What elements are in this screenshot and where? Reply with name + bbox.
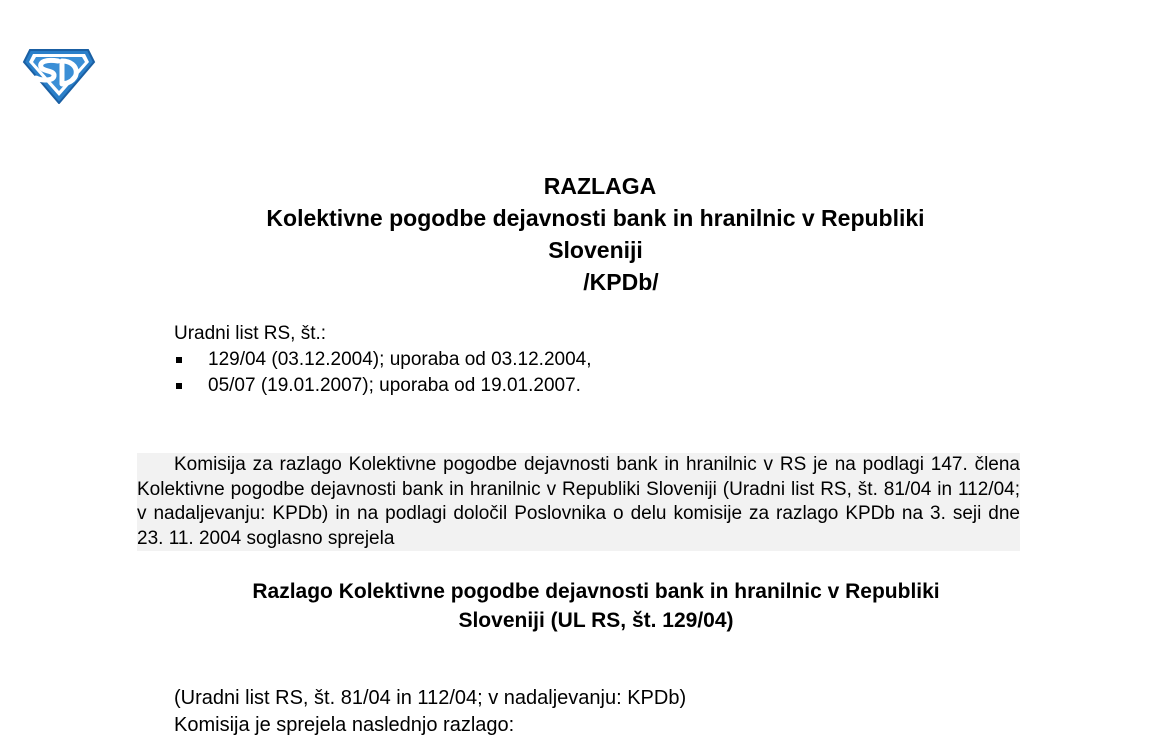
list-item — [174, 373, 592, 399]
square-bullet-icon — [176, 383, 182, 389]
gazette-label: Uradni list RS, št.: — [174, 323, 327, 344]
title-heading: RAZLAGA — [543, 173, 657, 199]
document-title — [150, 170, 1050, 298]
subtitle-line-1: Razlago Kolektivne pogodbe dejavnosti bank in hranilnic v Republiki — [252, 580, 940, 603]
body-text — [174, 685, 686, 739]
square-bullet-icon — [176, 357, 182, 363]
gazette-list — [174, 347, 592, 399]
subtitle-line-2: Sloveniji (UL RS, št. 129/04) — [458, 609, 734, 632]
intro-paragraph: Komisija za razlago Kolektivne pogodbe dejavnosti bank in hranilnic v RS je na podlagi 147. člena Kolektivne pogodbe dejavnosti bank in hranilnic v Republiki Sloveniji (Uradni list RS, št. 81/04 in 112/04; v nadaljevanju: KPDb) in na podlagi določil Poslovnika o delu komisije za razlago KPDb na 3. seji dne 23. 11. 2004 soglasno sprejela — [137, 453, 1020, 551]
list-item — [174, 347, 592, 373]
body-line-1: (Uradni list RS, št. 81/04 in 112/04; v nadaljevanju: KPDb) — [174, 687, 687, 709]
section-subtitle — [150, 577, 1042, 635]
gazette-item-text: 129/04 (03.12.2004); uporaba od 03.12.2004, — [208, 349, 592, 370]
gazette-item-text: 05/07 (19.01.2007); uporaba od 19.01.2007. — [208, 375, 581, 396]
title-line-2: Kolektivne pogodbe dejavnosti bank in hranilnic v Republiki — [266, 205, 925, 231]
title-abbreviation: /KPDb/ — [583, 269, 659, 295]
body-line-2: Komisija je sprejela naslednjo razlago: — [174, 714, 515, 736]
title-line-3: Sloveniji — [548, 237, 643, 263]
gazette-references — [174, 321, 592, 399]
sd-logo-icon — [22, 48, 96, 104]
